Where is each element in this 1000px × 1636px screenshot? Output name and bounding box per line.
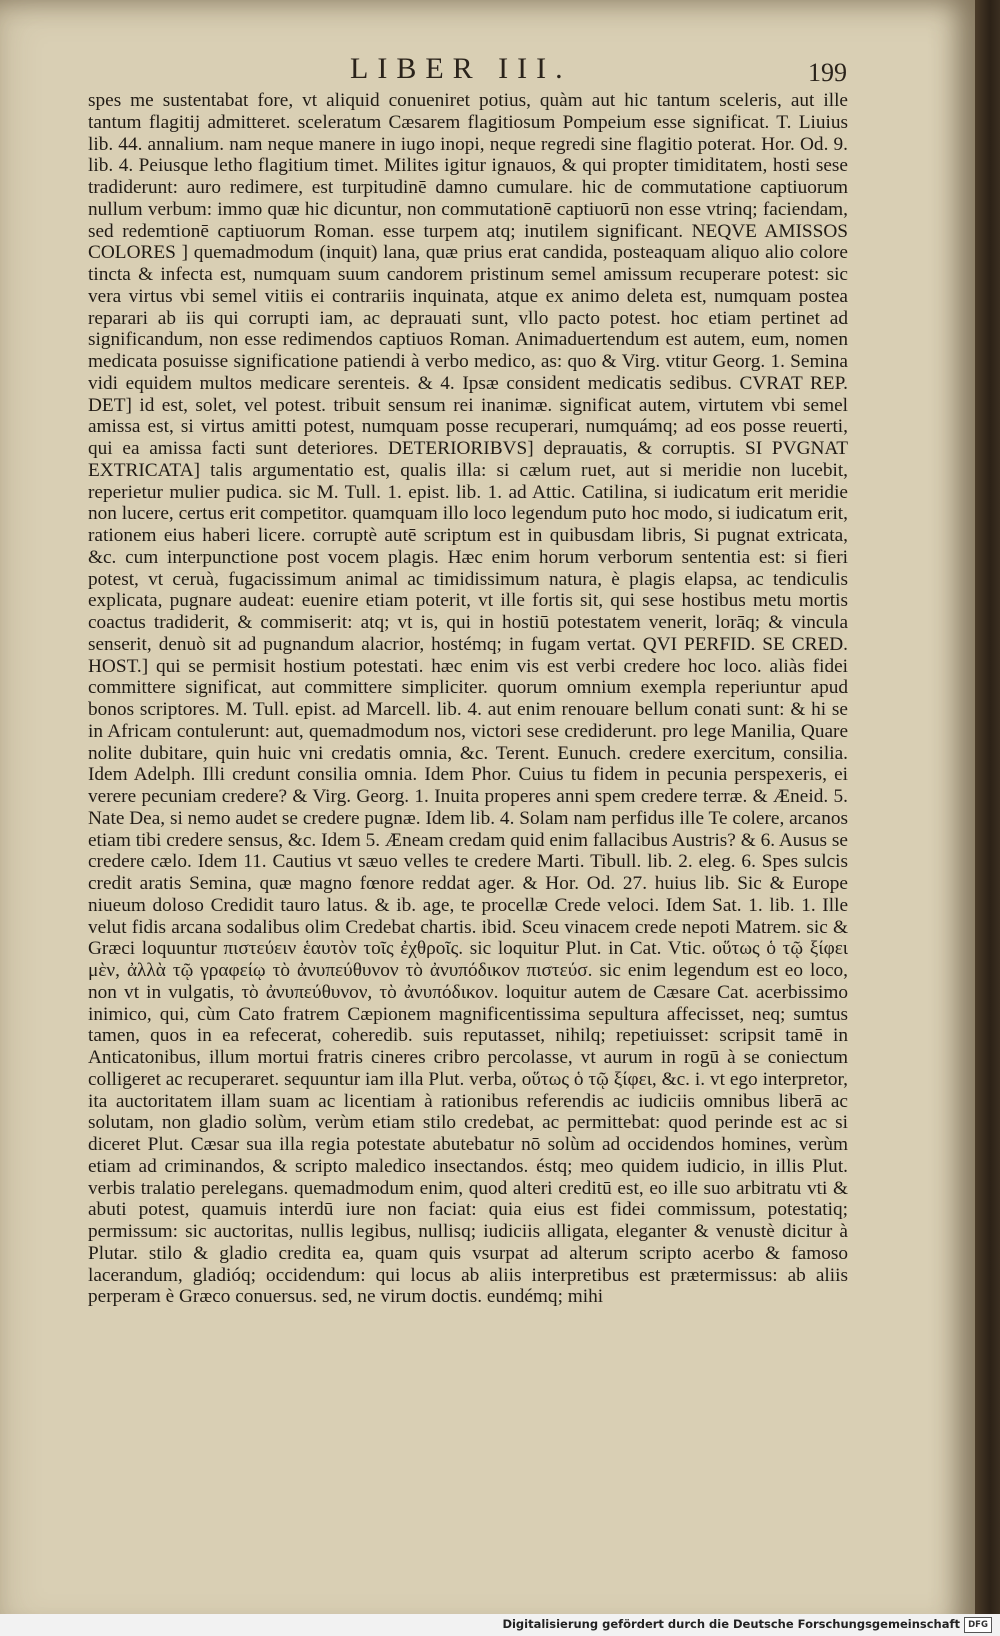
dfg-logo-icon: DFG bbox=[964, 1617, 992, 1633]
body-text-block bbox=[88, 90, 848, 1435]
footer-credit: Digitalisierung gefördert durch die Deutsche Forschungsgemeinschaft bbox=[502, 1617, 960, 1631]
page-number: 199 bbox=[808, 58, 847, 87]
running-head bbox=[0, 52, 975, 92]
footer-bar bbox=[0, 1614, 1000, 1636]
body-paragraph: spes me sustentabat fore, vt aliquid conueniret potius, quàm aut hic tantum sceleris, aut ille tantum flagitij admitteret. sceleratum Cæsarem flagitiosum Pompeium esse significat. T. Liuius lib. 44. annalium. nam neque manere in iugo inopi, neque regredi sine flagitio poterat. Hor. Od. 9. lib. 4. Peiusque letho flagitium timet. Milites igitur ignauos, & qui propter timiditatem, hosti sese tradiderunt: auro redimere, est turpitudinē damno cumulare. hic de commutatione captiuorum nullum verbum: immo quæ hic dicuntur, non commutationē captiuorū non esse vtrinq; faciendam, sed redemtionē captiuorum Roman. esse turpem atq; inutilem significant. NEQVE AMISSOS COLORES ] quemadmodum (inquit) lana, quæ prius erat candida, posteaquam aliquo alio colore tincta & infecta est, numquam suum candorem pristinum semel amissum recuperare potest: sic vera virtus vbi semel vitiis ei contrariis inquinata, atque ex animo deleta est, numquam postea reparari ab iis qui corrupti iam, ac deprauati sunt, vllo pacto potest. hoc etiam pertinet ad significandum, non esse redimendos captiuos Roman. Animaduertendum est autem, eum, nomen medicata posuisse significatione patiendi à verbo medico, as: quo & Virg. vtitur Georg. 1. Semina vidi equidem multos medicare serenteis. & 4. Ipsæ consident medicatis sedibus. CVRAT REP. DET] id est, solet, vel potest. tribuit sensum rei inanimæ. significat autem, virtutem vbi semel amissa est, si virtus amitti potest, numquam posse recuperari, numquámq; ad eos posse reuerti, qui ea amissa facti sunt deteriores. DETERIORIBVS] deprauatis, & corruptis. SI PVGNAT EXTRICATA] talis argumentatio est, qualis illa: si cælum ruet, aut si meridie non lucebit, reperietur mulier pudica. sic M. Tull. 1. epist. lib. 1. ad Attic. Catilina, si iudicatum erit meridie non lucere, certus erit competitor. quamquam illo loco legendum puto hoc modo, si iudicatum erit, rationem eius haberi licere. corruptè autē scriptum est in quibusdam libris, Si pugnat extricata, &c. cum interpunctione post vocem plagis. Hæc enim horum verborum sententia est: si fieri potest, vt ceruà, fugacissimum animal ac timidissimum natura, è plagis elapsa, ac tendiculis explicata, pugnare audeat: euenire etiam poterit, vt ille fortis sit, qui sese hostibus metu mortis coactus tradiderit, & commiserit: atq; vt is, qui in hostiū potestatem venerit, lorāq; & vincula senserit, denuò sit ad pugnandum alacrior, hostémq; in fugam vertat. QVI PERFID. SE CRED. HOST.] qui se permisit hostium potestati. hæc enim vis est verbi credere hoc loco. aliàs fidei committere significat, aut committere simpliciter. quorum omnium exempla reperiuntur apud bonos scriptores. M. Tull. epist. ad Marcell. lib. 4. aut enim renouare bellum conati sunt: & hi se in Africam contulerunt: aut, quemadmodum nos, victori sese crediderunt. pro lege Manilia, Quare nolite dubitare, quin huic vni credatis omnia, &c. Terent. Eunuch. credere exercitum, consilia. Idem Adelph. Illi credunt consilia omnia. Idem Phor. Cuius tu fidem in pecunia perspexeris, ei verere pecuniam credere? & Virg. Georg. 1. Inuita properes anni spem credere terræ. & Æneid. 5. Nate Dea, si nemo audet se credere pugnæ. Idem lib. 4. Solam nam perfidus ille Te colere, arcanos etiam tibi credere sensus, &c. Idem 5. Æneam credam quid enim fallacibus Austris? & 6. Ausus se credere cælo. Idem 11. Cautius vt sæuo velles te credere Marti. Tibull. lib. 2. eleg. 6. Spes sulcis credit aratis Semina, quæ magno fœnore reddat ager. & Hor. Od. 27. huius lib. Sic & Europe niueum doloso Credidit tauro latus. & ib. age, te procellæ Crede veloci. Idem Sat. 1. lib. 1. Ille velut fidis arcana sodalibus olim Credebat chartis. ibid. Sceu vinacem crede nepoti Matrem. sic & Græci loquuntur πιστεύειν ἑαυτὸν τοῖς ἐχθροῖς. sic loquitur Plut. in Cat. Vtic. οὕτως ὁ τῷ ξίφει μὲν, ἀλλὰ τῷ γραφείῳ τὸ ἀνυπεύθυνον τὸ ἀνυπόδικον πιστεύσ. sic enim legendum est eo loco, non vt in vulgatis, τὸ ἀνυπεύθυνον, τὸ ἀνυπόδικον. loquitur autem de Cæsare Cat. acerbissimo inimico, qui, cùm Cato fratrem Cæpionem magnificentissima sepultura affecisset, neq; sumtus tamen, quos in ea refecerat, coheredib. suis reputasset, nihilq; repetiuisset: scripsit tamē in Anticatonibus, illum mortui fratris cineres cribro percolasse, vt aurum in rogū à se coniectum colligeret ac recuperaret. sequuntur iam illa Plut. verba, οὕτως ὁ τῷ ξίφει, &c. i. vt ego interpretor, ita auctoritatem illam suam ac licentiam à rationibus referendis ac iudiciis omnibus liberā ac solutam, non gladio solùm, verùm etiam stilo credebat, ac permittebat: quod perinde est ac si diceret Plut. Cæsar sua illa regia potestate abutebatur nō solùm ad occidendos homines, verùm etiam ad criminandos, & scripto maledico insectandos. éstq; meo quidem iudicio, in illis Plut. verbis tralatio perelegans. quemadmodum enim, quod alteri creditū est, eo ille suo arbitratu vti & abuti potest, quamuis interdū iure non faciat: quia eius est fidei commissum, potestatiq; permissum: sic auctoritas, nullis legibus, nullisq; iudiciis alligata, eleganter & venustè dicitur à Plutar. stilo & gladio credita ea, quam quis vsurpat ad alterum scripto acerbo & famoso lacerandum, gladióq; occidendum: qui locus ab aliis interpretibus est prætermissus: ab aliis perperam è Græco conuersus. sed, ne virum doctis. eundémq; mihi bbox=[88, 90, 848, 1308]
page-edge bbox=[975, 0, 1000, 1636]
running-title: LIBER III. bbox=[350, 52, 572, 85]
